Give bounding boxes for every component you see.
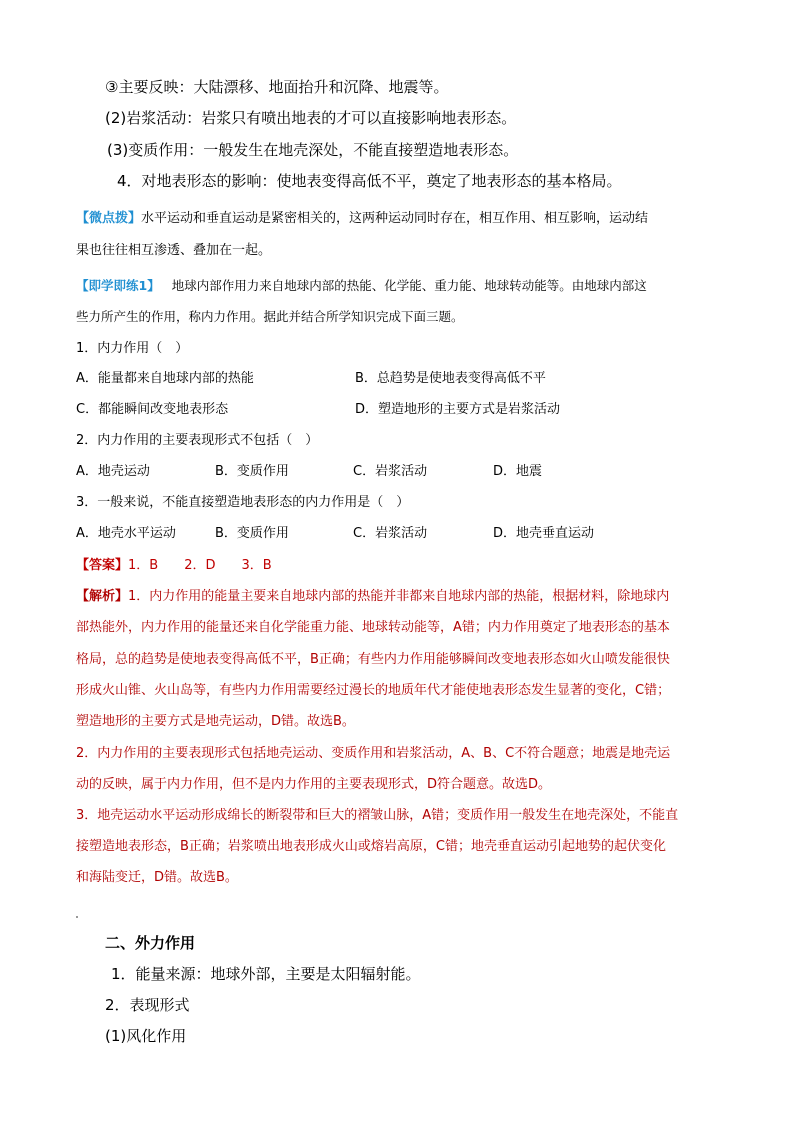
- question-2-stem: 2．内力作用的主要表现形式不包括（ ）: [76, 433, 319, 448]
- analysis-p2-line-2: 动的反映，属于内力作用，但不是内力作用的主要表现形式，D符合题意。故选D。: [76, 777, 552, 792]
- impact-line: 4．对地表形态的影响：使地表变得高低不平，奠定了地表形态的基本格局。: [117, 172, 622, 190]
- weathering-line: (1)风化作用: [105, 1027, 187, 1045]
- main-reflection-line: ③主要反映：大陆漂移、地面抬升和沉降、地震等。: [105, 78, 449, 96]
- tip-text-1: 水平运动和垂直运动是紧密相关的，这两种运动同时存在，相互作用、相互影响，运动结: [141, 211, 649, 226]
- analysis-p1-line-5: 塑造地形的主要方式是地壳运动，D错。故选B。: [76, 714, 355, 729]
- analysis-p1-text-1: 1．内力作用的能量主要来自地球内部的热能并非都来自地球内部的热能，根据材料，除地球内: [128, 589, 670, 604]
- analysis-p1-line-4: 形成火山锥、火山岛等，有些内力作用需要经过漫长的地质年代才能使地表形态发生显著的变化，C错；: [76, 683, 671, 698]
- q3-option-c: C．岩浆活动: [353, 526, 428, 541]
- analysis-p1-line-2: 部热能外，内力作用的能量还来自化学能重力能、地球转动能等，A错；内力作用奠定了地表形态的基本: [76, 620, 670, 635]
- tip-line-2: 果也往往相互渗透、叠加在一起。: [76, 243, 272, 258]
- q1-option-b: B．总趋势是使地表变得高低不平: [355, 371, 546, 386]
- energy-source-line: 1．能量来源：地球外部，主要是太阳辐射能。: [111, 965, 421, 983]
- practice-intro-line-2: 些力所产生的作用，称内力作用。据此并结合所学知识完成下面三题。: [76, 309, 464, 324]
- analysis-p3-line-1: 3．地壳运动水平运动形成绵长的断裂带和巨大的褶皱山脉，A错；变质作用一般发生在地壳深处，不能直: [76, 808, 679, 823]
- answer-text: 1．B 2．D 3．B: [128, 558, 272, 573]
- q2-option-a: A．地壳运动: [76, 464, 150, 479]
- metamorphism-line: (3)变质作用：一般发生在地壳深处，不能直接塑造地表形态。: [107, 141, 519, 159]
- analysis-p3-line-3: 和海陆变迁，D错。故选B。: [76, 870, 238, 885]
- q1-option-c: C．都能瞬间改变地表形态: [76, 402, 229, 417]
- magma-activity-line: (2)岩浆活动：岩浆只有喷出地表的才可以直接影响地表形态。: [105, 109, 517, 127]
- q3-option-a: A．地壳水平运动: [76, 526, 176, 541]
- answer-line: [76, 558, 272, 574]
- analysis-p1-line-1: [76, 589, 669, 605]
- q3-option-d: D．地壳垂直运动: [493, 526, 595, 541]
- practice-label: 【即学即练1】: [76, 278, 160, 293]
- answer-label: 【答案】: [76, 558, 129, 573]
- analysis-p3-line-2: 接塑造地表形态，B正确；岩浆喷出地表形成火山或熔岩高原，C错；地壳垂直运动引起地势的起伏变化: [76, 839, 666, 854]
- practice-intro-text-1: 地球内部作用力来自地球内部的热能、化学能、重力能、地球转动能等。由地球内部这: [171, 278, 647, 293]
- q1-option-d: D．塑造地形的主要方式是岩浆活动: [355, 402, 561, 417]
- analysis-label: 【解析】: [76, 589, 129, 604]
- section-2-heading: 二、外力作用: [105, 934, 196, 952]
- divider-dot: [76, 916, 78, 918]
- question-1-stem: 1．内力作用（ ）: [76, 341, 189, 356]
- tip-label: 【微点拨】: [76, 211, 142, 226]
- q1-option-a: A．能量都来自地球内部的热能: [76, 371, 254, 386]
- q2-option-d: D．地震: [493, 464, 543, 479]
- analysis-p2-line-1: 2．内力作用的主要表现形式包括地壳运动、变质作用和岩浆活动，A、B、C不符合题意；地震是地壳运: [76, 746, 671, 761]
- analysis-p1-line-3: 格局，总的趋势是使地表变得高低不平，B正确；有些内力作用能够瞬间改变地表形态如火山喷发能很快: [76, 652, 670, 667]
- practice-intro-line-1: [76, 278, 647, 293]
- q2-option-c: C．岩浆活动: [353, 464, 428, 479]
- tip-line-1: [76, 211, 648, 227]
- q2-option-b: B．变质作用: [215, 464, 289, 479]
- q3-option-b: B．变质作用: [215, 526, 289, 541]
- question-3-stem: 3．一般来说，不能直接塑造地表形态的内力作用是（ ）: [76, 495, 410, 510]
- forms-line: 2．表现形式: [105, 996, 190, 1014]
